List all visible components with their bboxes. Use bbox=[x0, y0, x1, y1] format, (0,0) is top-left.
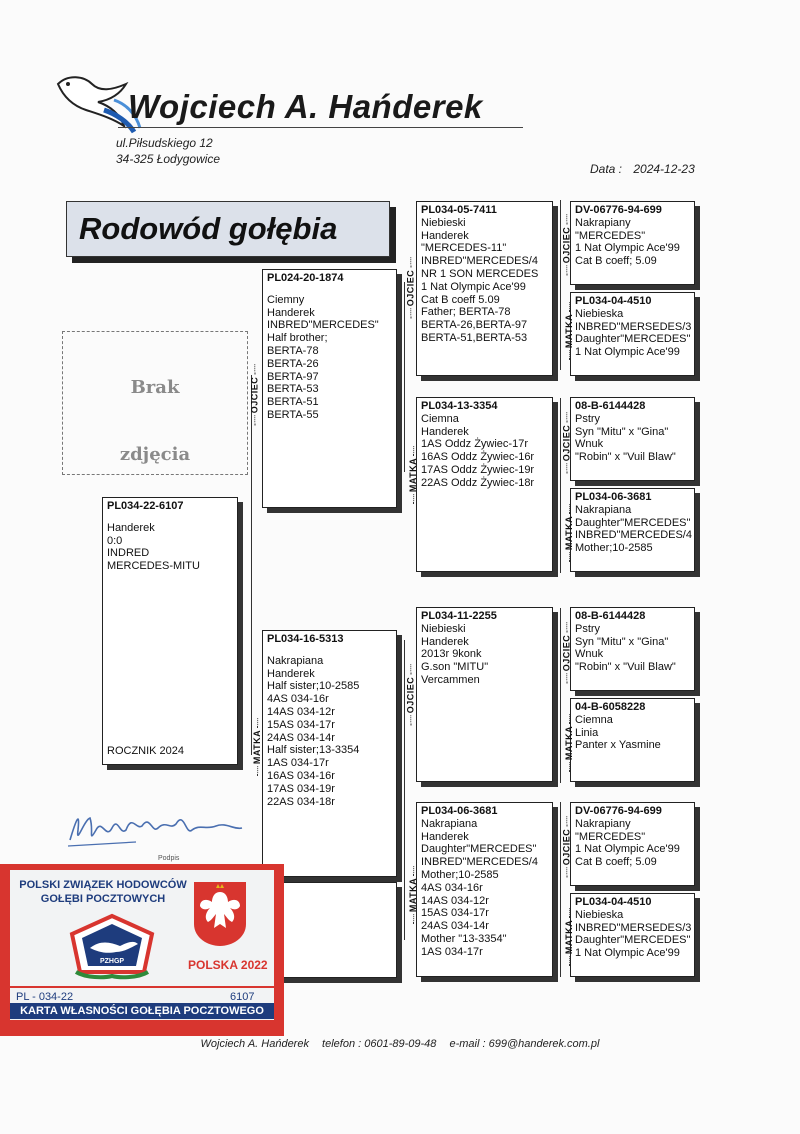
gen3-lines bbox=[575, 413, 690, 464]
pedigree-line: INBRED"MERCEDES/4 bbox=[421, 255, 538, 268]
pedigree-line: "Robin" x "Vuil Blaw" bbox=[575, 451, 676, 464]
pedigree-line: 24AS 034-14r bbox=[421, 920, 489, 933]
pzhgp-badge-icon bbox=[64, 912, 160, 980]
gen2-lines bbox=[421, 217, 548, 345]
pedigree-line: BERTA-78 bbox=[267, 344, 319, 357]
pedigree-line: Mother;10-2585 bbox=[575, 542, 653, 555]
gen3-ring: 04-B-6058228 bbox=[575, 701, 646, 713]
gen3-label-father: OJCIEC bbox=[561, 621, 571, 686]
gen3-ring: DV-06776-94-699 bbox=[575, 805, 662, 817]
subject-pigeon-box bbox=[102, 497, 238, 765]
pedigree-line: 14AS 034-12r bbox=[421, 894, 489, 907]
pedigree-line: Half sister;10-2585 bbox=[267, 680, 360, 693]
card-ring-left: PL - 034-22 bbox=[16, 991, 74, 1003]
pedigree-line: BERTA-53 bbox=[267, 383, 319, 396]
pedigree-line: Father; BERTA-78 bbox=[421, 306, 511, 319]
sire-lines bbox=[267, 285, 392, 422]
gen2-lines bbox=[421, 413, 548, 490]
address-city: 34-325 Łodygowice bbox=[116, 152, 221, 166]
gen3-ring: PL034-06-3681 bbox=[575, 491, 652, 503]
pedigree-line: BERTA-26,BERTA-97 bbox=[421, 319, 528, 332]
sire-ring: PL024-20-1874 bbox=[267, 272, 344, 284]
pedigree-line: 1 Nat Olympic Ace'99 bbox=[575, 843, 680, 856]
subject-lines bbox=[107, 513, 233, 573]
pedigree-line: Ciemna bbox=[575, 713, 613, 726]
pedigree-line: Handerek bbox=[267, 306, 315, 319]
pedigree-line: Daughter"MERCEDES" bbox=[575, 516, 691, 529]
gen3-box-1 bbox=[570, 201, 695, 285]
gen3-box-8 bbox=[570, 893, 695, 977]
pedigree-line: 16AS Oddz Żywiec-16r bbox=[421, 451, 535, 464]
pedigree-line: Pstry bbox=[575, 622, 601, 635]
gen2-lines bbox=[421, 818, 548, 959]
gen3-label-father: OJCIEC bbox=[561, 213, 571, 278]
pedigree-line: Nakrapiana bbox=[421, 817, 478, 830]
pedigree-line: BERTA-51 bbox=[267, 396, 319, 409]
pedigree-line: Vercammen bbox=[421, 673, 480, 686]
pedigree-line: Pstry bbox=[575, 412, 601, 425]
pedigree-line: Nakrapiany bbox=[575, 216, 631, 229]
photo-placeholder-line1: Brak bbox=[130, 377, 180, 398]
card-title: KARTA WŁASNOŚCI GOŁĘBIA POCZTOWEGO bbox=[20, 1005, 264, 1017]
pedigree-line: 1 Nat Olympic Ace'99 bbox=[575, 242, 680, 255]
gen2-box-4 bbox=[416, 802, 553, 977]
subject-footer: ROCZNIK 2024 bbox=[107, 745, 185, 758]
pedigree-line: Handerek bbox=[421, 635, 469, 648]
gen2-label-father: OJCIEC bbox=[405, 663, 415, 728]
gen3-box-4 bbox=[570, 488, 695, 572]
sire-label: OJCIEC bbox=[249, 363, 259, 428]
polish-eagle-icon bbox=[192, 880, 248, 948]
pedigree-title-box bbox=[66, 201, 390, 257]
pedigree-line: 16AS 034-16r bbox=[267, 769, 335, 782]
photo-placeholder bbox=[62, 331, 248, 475]
gen3-box-7 bbox=[570, 802, 695, 886]
subject-ring: PL034-22-6107 bbox=[107, 500, 184, 512]
pedigree-line: Ciemna bbox=[421, 412, 459, 425]
pedigree-line bbox=[267, 646, 392, 655]
pedigree-line: Handerek bbox=[421, 229, 469, 242]
pedigree-line: 1 Nat Olympic Ace'99 bbox=[421, 280, 526, 293]
gen3-lines bbox=[575, 217, 690, 268]
pedigree-line: Niebieski bbox=[421, 216, 466, 229]
dam-label: MATKA bbox=[252, 716, 262, 778]
pedigree-line: Nakrapiany bbox=[575, 817, 631, 830]
gen3-lines bbox=[575, 308, 690, 359]
gen3-lines bbox=[575, 504, 690, 555]
pedigree-line: Panter x Yasmine bbox=[575, 739, 661, 752]
pedigree-line: 15AS 034-17r bbox=[421, 907, 489, 920]
footer-phone: telefon : 0601-89-09-48 bbox=[322, 1038, 437, 1050]
date-value: 2024-12-23 bbox=[633, 162, 695, 176]
pedigree-line: G.son "MITU" bbox=[421, 661, 489, 674]
pedigree-line: 17AS Oddz Żywiec-19r bbox=[421, 463, 535, 476]
pedigree-line bbox=[107, 513, 233, 522]
pedigree-line: "MERCEDES" bbox=[575, 830, 646, 843]
gen3-ring: DV-06776-94-699 bbox=[575, 204, 662, 216]
gen2-label-mother: MATKA bbox=[408, 864, 418, 926]
pedigree-line: 4AS 034-16r bbox=[421, 881, 483, 894]
card-org-line1: POLSKI ZWIĄZEK HODOWCÓW bbox=[19, 879, 187, 891]
pedigree-line: Handerek bbox=[267, 667, 315, 680]
pedigree-line: 24AS 034-14r bbox=[267, 731, 335, 744]
gen3-box-5 bbox=[570, 607, 695, 691]
pedigree-line: Cat B coeff 5.09 bbox=[421, 293, 500, 306]
page-footer bbox=[0, 1038, 800, 1050]
pedigree-line: Daughter"MERCEDES" bbox=[575, 934, 691, 947]
gen2-lines bbox=[421, 623, 548, 687]
card-country-year: POLSKA 2022 bbox=[188, 958, 268, 972]
gen3-label-mother: MATKA bbox=[564, 502, 574, 564]
pedigree-line: Half brother; bbox=[267, 332, 328, 345]
pedigree-line: BERTA-51,BERTA-53 bbox=[421, 331, 528, 344]
pedigree-line: Nakrapiana bbox=[575, 503, 632, 516]
pedigree-line: 15AS 034-17r bbox=[267, 718, 335, 731]
pedigree-line: 1 Nat Olympic Ace'99 bbox=[575, 346, 680, 359]
pedigree-line: 2013r 9konk bbox=[421, 648, 482, 661]
gen3-label-father: OJCIEC bbox=[561, 411, 571, 476]
pedigree-line: BERTA-26 bbox=[267, 357, 319, 370]
photo-placeholder-line2: zdjęcia bbox=[119, 444, 191, 465]
gen2-box-3 bbox=[416, 607, 553, 782]
pedigree-line: "Robin" x "Vuil Blaw" bbox=[575, 661, 676, 674]
pedigree-line: INBRED"MERSEDES/3 bbox=[575, 320, 692, 333]
breeder-name-logo: Wojciech A. Hańderek bbox=[128, 88, 483, 125]
dam-box bbox=[262, 630, 397, 877]
pedigree-line: 22AS 034-18r bbox=[267, 795, 335, 808]
gen3-lines bbox=[575, 909, 690, 960]
gen3-box-6 bbox=[570, 698, 695, 782]
gen3-ring: 08-B-6144428 bbox=[575, 400, 646, 412]
pedigree-line: 0:0 bbox=[107, 534, 123, 547]
pedigree-line: 1AS 034-17r bbox=[421, 945, 483, 958]
address-street: ul.Piłsudskiego 12 bbox=[116, 136, 213, 150]
gen3-label-mother: MATKA bbox=[564, 906, 574, 968]
pedigree-line: Niebieska bbox=[575, 908, 624, 921]
card-ring-right: 6107 bbox=[230, 991, 255, 1003]
pedigree-line: 4AS 034-16r bbox=[267, 693, 329, 706]
gen2-ring: PL034-13-3354 bbox=[421, 400, 498, 412]
card-organization bbox=[14, 878, 192, 906]
gen3-label-mother: MATKA bbox=[564, 712, 574, 774]
pedigree-line: Handerek bbox=[107, 521, 155, 534]
pedigree-line: Syn "Mitu" x "Gina" bbox=[575, 425, 669, 438]
dam-ring: PL034-16-5313 bbox=[267, 633, 344, 645]
pedigree-line: INBRED"MERSEDES/3 bbox=[575, 921, 692, 934]
pedigree-line: 1AS Oddz Żywiec-17r bbox=[421, 438, 528, 451]
pedigree-line: Wnuk bbox=[575, 648, 604, 661]
gen3-box-2 bbox=[570, 292, 695, 376]
gen3-ring: PL034-04-4510 bbox=[575, 896, 652, 908]
pedigree-line: Handerek bbox=[421, 425, 469, 438]
gen2-ring: PL034-11-2255 bbox=[421, 610, 497, 622]
pedigree-line: 1AS 034-17r bbox=[267, 757, 329, 770]
pedigree-line: Daughter"MERCEDES" bbox=[575, 333, 691, 346]
gen3-label-mother: MATKA bbox=[564, 300, 574, 362]
pedigree-line: Half sister;13-3354 bbox=[267, 744, 360, 757]
sire-box bbox=[262, 269, 397, 508]
pedigree-line: MERCEDES-MITU bbox=[107, 560, 200, 573]
gen2-box-1 bbox=[416, 201, 553, 376]
pedigree-line: NR 1 SON MERCEDES bbox=[421, 267, 539, 280]
logo-underline bbox=[118, 127, 523, 128]
signature-label: Podpis bbox=[158, 855, 180, 862]
pedigree-line: Syn "Mitu" x "Gina" bbox=[575, 635, 669, 648]
gen2-ring: PL034-06-3681 bbox=[421, 805, 498, 817]
pedigree-line: 17AS 034-19r bbox=[267, 782, 335, 795]
pedigree-line: Mother "13-3354" bbox=[421, 932, 507, 945]
pedigree-line: Linia bbox=[575, 726, 599, 739]
pedigree-title: Rodowód gołębia bbox=[79, 211, 338, 246]
date-line bbox=[590, 162, 695, 176]
footer-name: Wojciech A. Hańderek bbox=[200, 1038, 309, 1050]
gen2-label-mother: MATKA bbox=[408, 444, 418, 506]
gen2-label-father: OJCIEC bbox=[405, 256, 415, 321]
pedigree-line: INDRED bbox=[107, 547, 150, 560]
connector bbox=[251, 375, 252, 755]
gen3-lines bbox=[575, 714, 690, 752]
pedigree-line: Ciemny bbox=[267, 293, 305, 306]
pedigree-line: Niebieska bbox=[575, 307, 624, 320]
gen3-label-father: OJCIEC bbox=[561, 815, 571, 880]
pedigree-line: Wnuk bbox=[575, 438, 604, 451]
pedigree-line: "MERCEDES-11" bbox=[421, 242, 507, 255]
gen2-ring: PL034-05-7411 bbox=[421, 204, 497, 216]
pedigree-line: Daughter"MERCEDES" bbox=[421, 843, 537, 856]
gen3-ring: 08-B-6144428 bbox=[575, 610, 646, 622]
gen2-box-2 bbox=[416, 397, 553, 572]
pedigree-line: 14AS 034-12r bbox=[267, 705, 335, 718]
pedigree-line: Handerek bbox=[421, 830, 469, 843]
footer-email: e-mail : 699@handerek.com.pl bbox=[449, 1038, 600, 1050]
gen3-ring: PL034-04-4510 bbox=[575, 295, 652, 307]
pedigree-line: Niebieski bbox=[421, 622, 466, 635]
pedigree-line: BERTA-55 bbox=[267, 408, 319, 421]
pedigree-line: Cat B coeff; 5.09 bbox=[575, 856, 657, 869]
pedigree-line: Nakrapiana bbox=[267, 654, 324, 667]
gen3-box-3 bbox=[570, 397, 695, 481]
date-label: Data : bbox=[590, 162, 623, 176]
gen3-lines bbox=[575, 818, 690, 869]
signature-icon bbox=[66, 800, 246, 856]
pedigree-line: 22AS Oddz Żywiec-18r bbox=[421, 476, 535, 489]
dam-lines bbox=[267, 646, 392, 809]
pedigree-line: 1 Nat Olympic Ace'99 bbox=[575, 947, 680, 960]
pedigree-line: BERTA-97 bbox=[267, 370, 319, 383]
card-title-band bbox=[10, 1003, 274, 1019]
pedigree-line bbox=[267, 285, 392, 294]
pedigree-line: "MERCEDES" bbox=[575, 229, 646, 242]
gen3-lines bbox=[575, 623, 690, 674]
pedigree-line: Cat B coeff; 5.09 bbox=[575, 255, 657, 268]
pedigree-line: INBRED"MERCEDES/4 bbox=[575, 529, 692, 542]
pedigree-line: Mother;10-2585 bbox=[421, 868, 499, 881]
pedigree-line: INBRED"MERCEDES/4 bbox=[421, 856, 538, 869]
card-badge-text: PZHGP bbox=[99, 958, 125, 965]
pedigree-line: INBRED"MERCEDES" bbox=[267, 319, 379, 332]
card-org-line2: GOŁĘBI POCZTOWYCH bbox=[40, 893, 166, 905]
